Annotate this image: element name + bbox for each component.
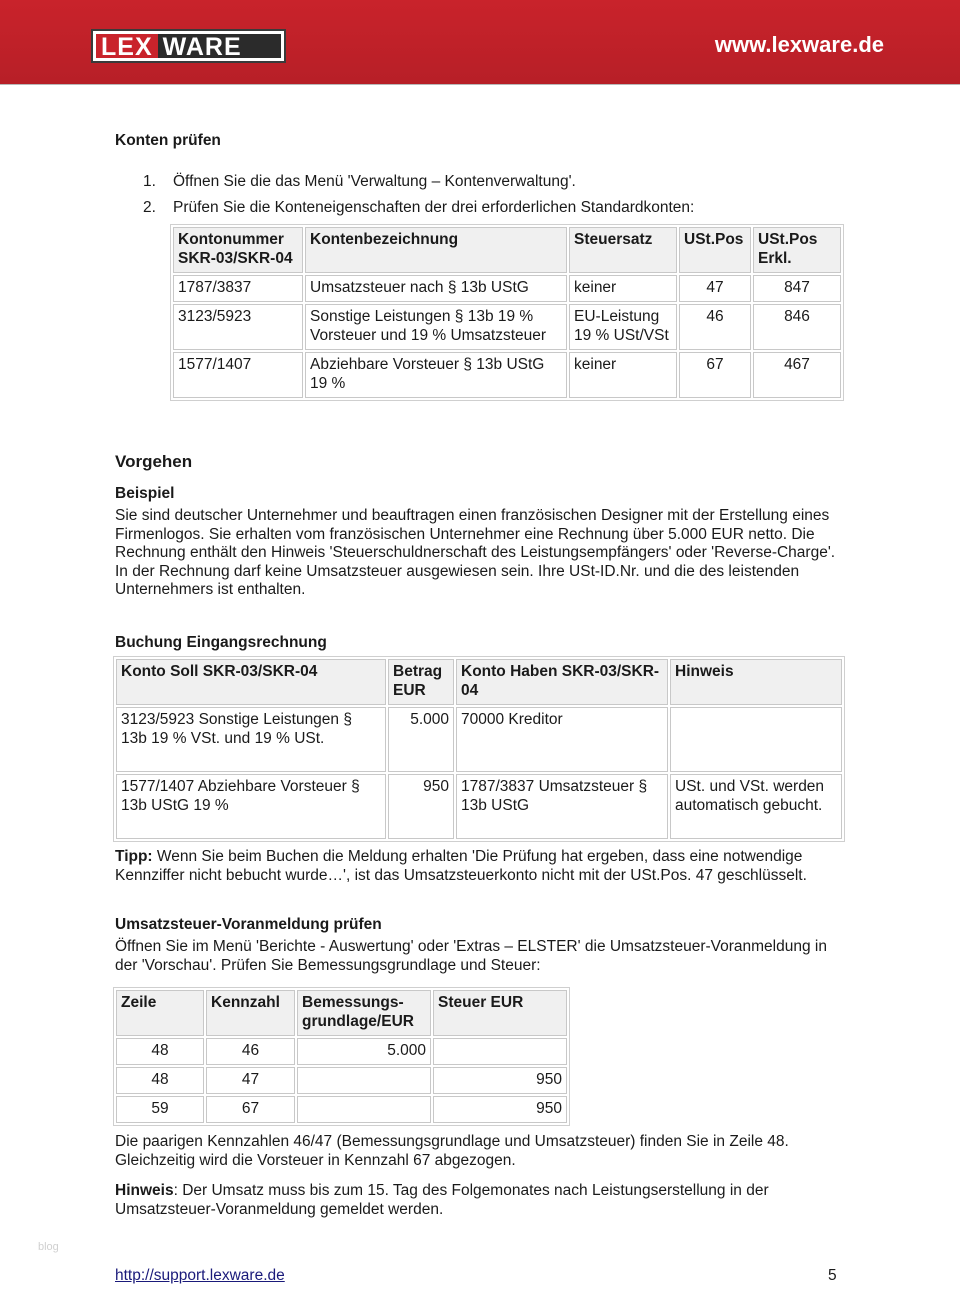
- table-row: [116, 774, 842, 839]
- section-title-vorgehen: Vorgehen: [115, 452, 193, 471]
- table-cell: USt. und VSt. werden automatisch gebucht.: [670, 774, 842, 839]
- section-title-voranmeldung: Umsatzsteuer-Voranmeldung prüfen: [115, 916, 382, 933]
- header-cell: Kennzahl: [206, 990, 295, 1036]
- table-cell: 70000 Kreditor: [456, 707, 668, 772]
- table-cell: 5.000: [297, 1038, 431, 1065]
- table-row: [116, 1038, 567, 1065]
- table-header-row: [116, 990, 567, 1036]
- table-cell: [297, 1067, 431, 1094]
- tipp-text: Wenn Sie beim Buchen die Meldung erhalten 'Die Prüfung hat ergeben, dass eine notwendige Kennziffer nicht bebucht wurde…', ist das Umsatzsteuerkonto nicht mit der USt.Pos. 47 geschlüsselt.: [115, 848, 807, 884]
- support-link[interactable]: http://support.lexware.de: [115, 1267, 285, 1284]
- step-1-text: Öffnen Sie die das Menü 'Verwaltung – Kontenverwaltung'.: [173, 173, 576, 190]
- table-cell: 1787/3837 Umsatzsteuer § 13b UStG: [456, 774, 668, 839]
- header-cell: USt.Pos Erkl.: [753, 227, 841, 273]
- table-cell: 59: [116, 1096, 204, 1123]
- table-cell: 846: [753, 304, 841, 350]
- step-2-text: Prüfen Sie die Konteneigenschaften der drei erforderlichen Standardkonten:: [173, 199, 695, 216]
- header-cell: Kontenbezeichnung: [305, 227, 567, 273]
- table-row: [173, 304, 841, 350]
- header-site-url: www.lexware.de: [714, 32, 884, 57]
- header-cell: Betrag EUR: [388, 659, 454, 705]
- header-divider: [0, 84, 960, 85]
- table-cell: 5.000: [388, 707, 454, 772]
- hinweis-paragraph: [115, 1182, 842, 1219]
- hinweis-label: Hinweis: [115, 1182, 174, 1199]
- page-header: [0, 0, 960, 84]
- table-cell: 46: [679, 304, 751, 350]
- beispiel-label: Beispiel: [115, 485, 175, 502]
- beispiel-text: Sie sind deutscher Unternehmer und beauftragen einen französischen Designer mit der Erstellung eines Firmenlogos. Sie erhalten vom französischen Unternehmer eine Rechnung über 5.000 EUR netto. Die Rechnung enthält den Hinweis 'Steuerschuldnerschaft des Leistungsempfängers' oder 'Reverse-Charge'. In der Rechnung darf keine Umsatzsteuer ausgewiesen sein. Ihre USt-ID.Nr. und die des leistenden Unternehmers ist enthalten.: [115, 507, 836, 598]
- header-cell: Hinweis: [670, 659, 842, 705]
- table-cell: 847: [753, 275, 841, 302]
- table-cell: 950: [388, 774, 454, 839]
- tipp-label: Tipp:: [115, 848, 153, 865]
- table-cell: 47: [206, 1067, 295, 1094]
- table-cell: 1577/1407 Abziehbare Vorsteuer § 13b UStG 19 %: [116, 774, 386, 839]
- watermark: blog: [38, 1241, 59, 1253]
- table-cell: [433, 1038, 567, 1065]
- table-header-row: [173, 227, 841, 273]
- table-cell: EU-Leistung 19 % USt/VSt: [569, 304, 677, 350]
- table-cell: keiner: [569, 352, 677, 398]
- table-cell: 1577/1407: [173, 352, 303, 398]
- table-cell: keiner: [569, 275, 677, 302]
- table-row: [116, 1067, 567, 1094]
- header-cell: Steuersatz: [569, 227, 677, 273]
- header-cell: Konto Haben SKR-03/SKR-04: [456, 659, 668, 705]
- tipp-paragraph: [115, 848, 842, 885]
- table-cell: 3123/5923: [173, 304, 303, 350]
- buchung-table: [113, 656, 845, 842]
- step-2-number: 2.: [143, 199, 156, 216]
- table-cell: [670, 707, 842, 772]
- voranmeldung-intro: Öffnen Sie im Menü 'Berichte - Auswertung' oder 'Extras – ELSTER' die Umsatzsteuer-Voranmeldung in der 'Vorschau'. Prüfen Sie Bemessungsgrundlage und Steuer:: [115, 938, 827, 974]
- table-row: [173, 352, 841, 398]
- table-cell: Abziehbare Vorsteuer § 13b UStG 19 %: [305, 352, 567, 398]
- table-row: [173, 275, 841, 302]
- table-cell: 67: [206, 1096, 295, 1123]
- page-number: 5: [828, 1267, 837, 1284]
- hinweis-text: : Der Umsatz muss bis zum 15. Tag des Folgemonates nach Leistungserstellung in der Umsatzsteuer-Voranmeldung gemeldet werden.: [115, 1182, 769, 1218]
- logo-lex-text: LEX: [96, 34, 158, 58]
- table-cell: 3123/5923 Sonstige Leistungen § 13b 19 % VSt. und 19 % USt.: [116, 707, 386, 772]
- header-cell: Steuer EUR: [433, 990, 567, 1036]
- table-cell: 950: [433, 1067, 567, 1094]
- table-cell: 48: [116, 1038, 204, 1065]
- table-row: [116, 707, 842, 772]
- table-cell: 46: [206, 1038, 295, 1065]
- step-1-number: 1.: [143, 173, 156, 190]
- table-cell: 47: [679, 275, 751, 302]
- table-cell: 48: [116, 1067, 204, 1094]
- table-row: [116, 1096, 567, 1123]
- lexware-logo: [91, 29, 286, 63]
- table-cell: Sonstige Leistungen § 13b 19 % Vorsteuer und 19 % Umsatzsteuer: [305, 304, 567, 350]
- konten-table: [170, 224, 844, 401]
- table-header-row: [116, 659, 842, 705]
- table-cell: 950: [433, 1096, 567, 1123]
- header-cell: Konto Soll SKR-03/SKR-04: [116, 659, 386, 705]
- section-title-konten-pruefen: Konten prüfen: [115, 132, 221, 149]
- section-title-buchung: Buchung Eingangsrechnung: [115, 634, 327, 651]
- logo-ware-text: WARE: [162, 33, 242, 61]
- kennzahl-note: Die paarigen Kennzahlen 46/47 (Bemessungsgrundlage und Umsatzsteuer) finden Sie in Zeile 48. Gleichzeitig wird die Vorsteuer in Kennzahl 67 abgezogen.: [115, 1133, 789, 1169]
- header-cell: Kontonummer SKR-03/SKR-04: [173, 227, 303, 273]
- table-cell: 1787/3837: [173, 275, 303, 302]
- header-cell: USt.Pos: [679, 227, 751, 273]
- header-cell: Bemessungs-grundlage/EUR: [297, 990, 431, 1036]
- table-cell: 67: [679, 352, 751, 398]
- table-cell: 467: [753, 352, 841, 398]
- header-cell: Zeile: [116, 990, 204, 1036]
- table-cell: Umsatzsteuer nach § 13b UStG: [305, 275, 567, 302]
- voranmeldung-table: [113, 987, 570, 1126]
- table-cell: [297, 1096, 431, 1123]
